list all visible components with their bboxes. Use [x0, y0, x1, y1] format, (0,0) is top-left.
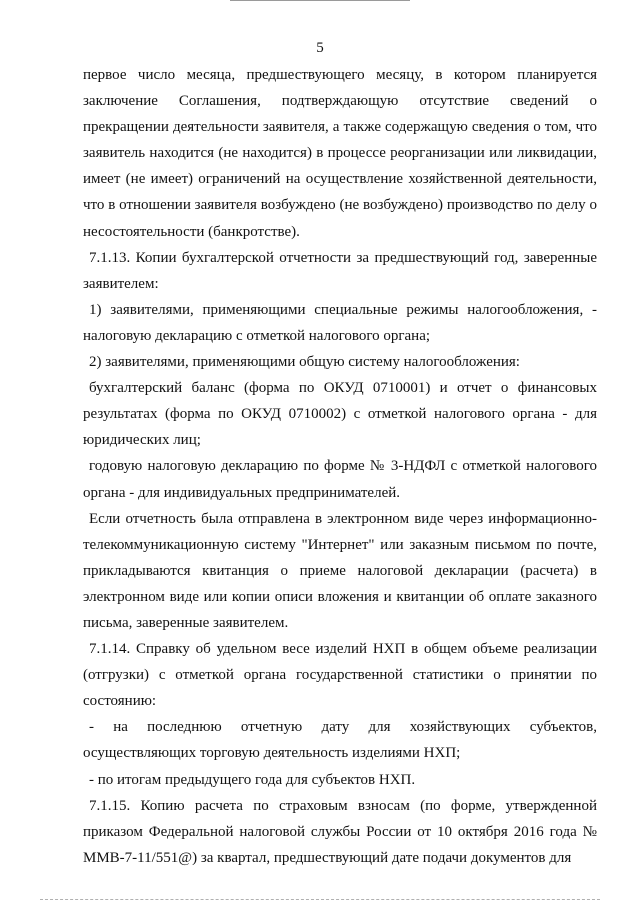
scan-edge-top — [230, 0, 410, 1]
paragraph-1: первое число месяца, предшествующего месяцу, в котором планируется заключение Соглашения, подтверждающую отсутствие сведений о прекращении деятельности заявителя, а также содержащую сведения о том, что заявитель находится (не находится) в процессе реорганизации или ликвидации, имеет (не имеет) ограничений на осуществление хозяйственной деятельности, что в отношении заявителя возбуждено (не возбуждено) производство по делу о несостоятельности (банкротстве). — [83, 67, 597, 240]
document-body — [83, 62, 597, 871]
paragraph-7-1-15: 7.1.15. Копию расчета по страховым взносам (по форме, утвержденной приказом Федеральной налоговой службы России от 10 октября 2016 года № ММВ-7-11/551@) за квартал, предшествующий дате подачи документов для — [83, 797, 597, 866]
paragraph-7-1-14: 7.1.14. Справку об удельном весе изделий НХП в общем объеме реализации (отгрузки) с отметкой органа государственной статистики о принятии по состоянию: — [83, 641, 597, 710]
page-number: 5 — [316, 40, 324, 56]
paragraph-7-1-13: 7.1.13. Копии бухгалтерской отчетности за предшествующий год, заверенные заявителем: — [83, 249, 597, 292]
paragraph-dash-2: - по итогам предыдущего года для субъектов НХП. — [89, 771, 416, 788]
paragraph-dash-1: - на последнюю отчетную дату для хозяйствующих субъектов, осуществляющих торговую деятельность изделиями НХП; — [83, 719, 597, 762]
paragraph-item-2: 2) заявителями, применяющими общую систему налогообложения: — [89, 354, 520, 371]
paragraph-electronic: Если отчетность была отправлена в электронном виде через информационно-телекоммуникационную систему "Интернет" или заказным письмом по почте, прикладываются квитанция о приеме налоговой декларации (расчета) в электронном виде или копии описи вложения и квитанции об оплате заказного письма, заверенные заявителем. — [83, 510, 597, 631]
paragraph-item-1: 1) заявителями, применяющими специальные режимы налогообложения, - налоговую декларацию с отметкой налогового органа; — [83, 301, 597, 344]
scan-edge-bottom — [40, 899, 600, 900]
paragraph-declaration: годовую налоговую декларацию по форме № 3-НДФЛ с отметкой налогового органа - для индивидуальных предпринимателей. — [83, 458, 597, 501]
paragraph-balance: бухгалтерский баланс (форма по ОКУД 0710001) и отчет о финансовых результатах (форма по ОКУД 0710002) с отметкой налогового органа - для юридических лиц; — [83, 380, 597, 449]
